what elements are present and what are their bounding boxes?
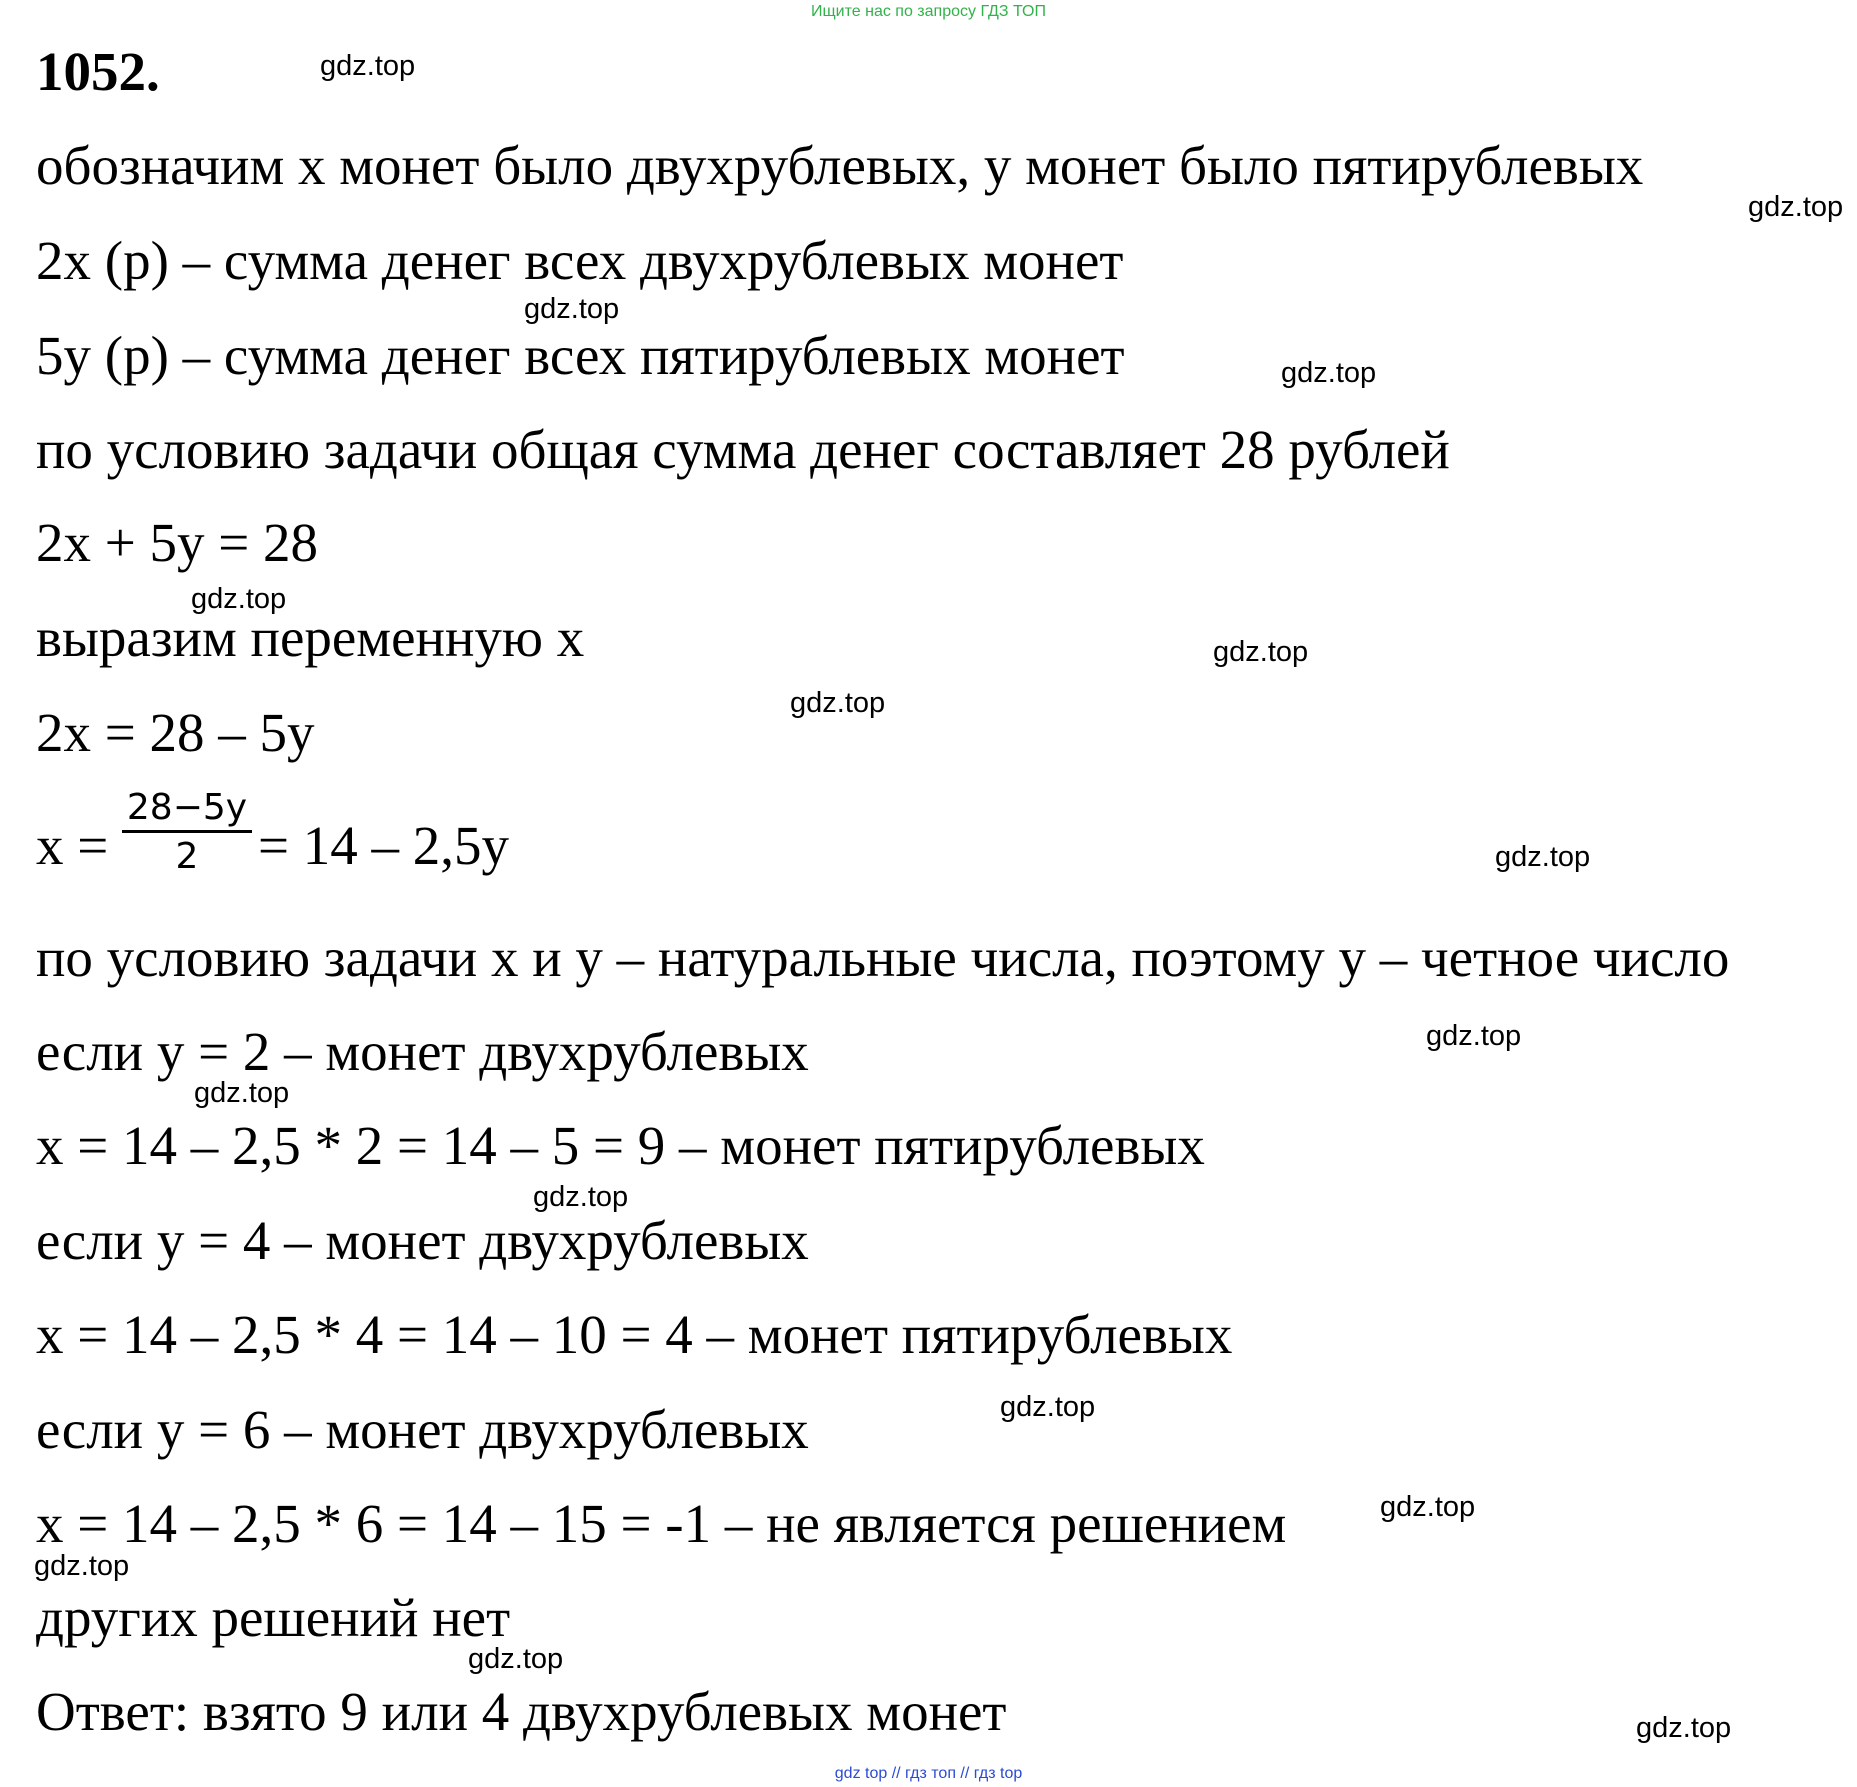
answer-line: Ответ: взято 9 или 4 двухрублевых монет [36,1681,1007,1742]
fraction-rhs: = 14 – 2,5y [258,815,510,876]
watermark: gdz.top [1748,191,1844,223]
solution-line: если y = 6 – монет двухрублевых [36,1399,809,1460]
solution-line: x = 14 – 2,5 * 4 = 14 – 10 = 4 – монет пятирублевых [36,1304,1233,1365]
watermark: gdz.top [1495,841,1591,873]
search-banner[interactable]: Ищите нас по запросу ГДЗ ТОП [811,3,1046,20]
watermark: gdz.top [194,1077,290,1109]
solution-line: x = 14 – 2,5 * 2 = 14 – 5 = 9 – монет пятирублевых [36,1115,1205,1176]
watermark: gdz.top [468,1643,564,1675]
solution-line: если y = 2 – монет двухрублевых [36,1021,809,1082]
solution-line: 2x (р) – сумма денег всех двухрублевых монет [36,230,1124,291]
solution-line: по условию задачи x и y – натуральные числа, поэтому y – четное число [36,927,1730,988]
solution-line: обозначим x монет было двухрублевых, y монет было пятирублевых [36,135,1644,196]
watermark: gdz.top [320,50,416,82]
solution-line: 5y (р) – сумма денег всех пятирублевых монет [36,325,1125,386]
solution-line: выразим переменную x [36,607,585,668]
fraction-denominator: 2 [175,836,199,877]
watermark: gdz.top [191,583,287,615]
watermark: gdz.top [1636,1712,1732,1744]
watermark: gdz.top [1281,357,1377,389]
fraction-lhs: x = [36,815,109,876]
watermark: gdz.top [34,1550,130,1582]
watermark: gdz.top [1213,636,1309,668]
fraction [122,787,252,877]
equation-line: 2x = 28 – 5y [36,702,315,763]
watermark: gdz.top [524,293,620,325]
solution-line: если y = 4 – монет двухрублевых [36,1210,809,1271]
solution-line: по условию задачи общая сумма денег составляет 28 рублей [36,419,1450,480]
task-number: 1052. [36,41,160,102]
watermark: gdz.top [1380,1491,1476,1523]
equation-line: 2x + 5y = 28 [36,512,319,573]
watermark: gdz.top [533,1181,629,1213]
fraction-numerator: 28−5y [122,790,252,833]
solution-line: x = 14 – 2,5 * 6 = 14 – 15 = -1 – не является решением [36,1493,1287,1554]
solution-line: других решений нет [36,1587,511,1648]
watermark: gdz.top [1426,1020,1522,1052]
footer-links[interactable]: gdz top // гдз топ // гдз top [834,1765,1023,1782]
watermark: gdz.top [1000,1391,1096,1423]
watermark: gdz.top [790,687,886,719]
